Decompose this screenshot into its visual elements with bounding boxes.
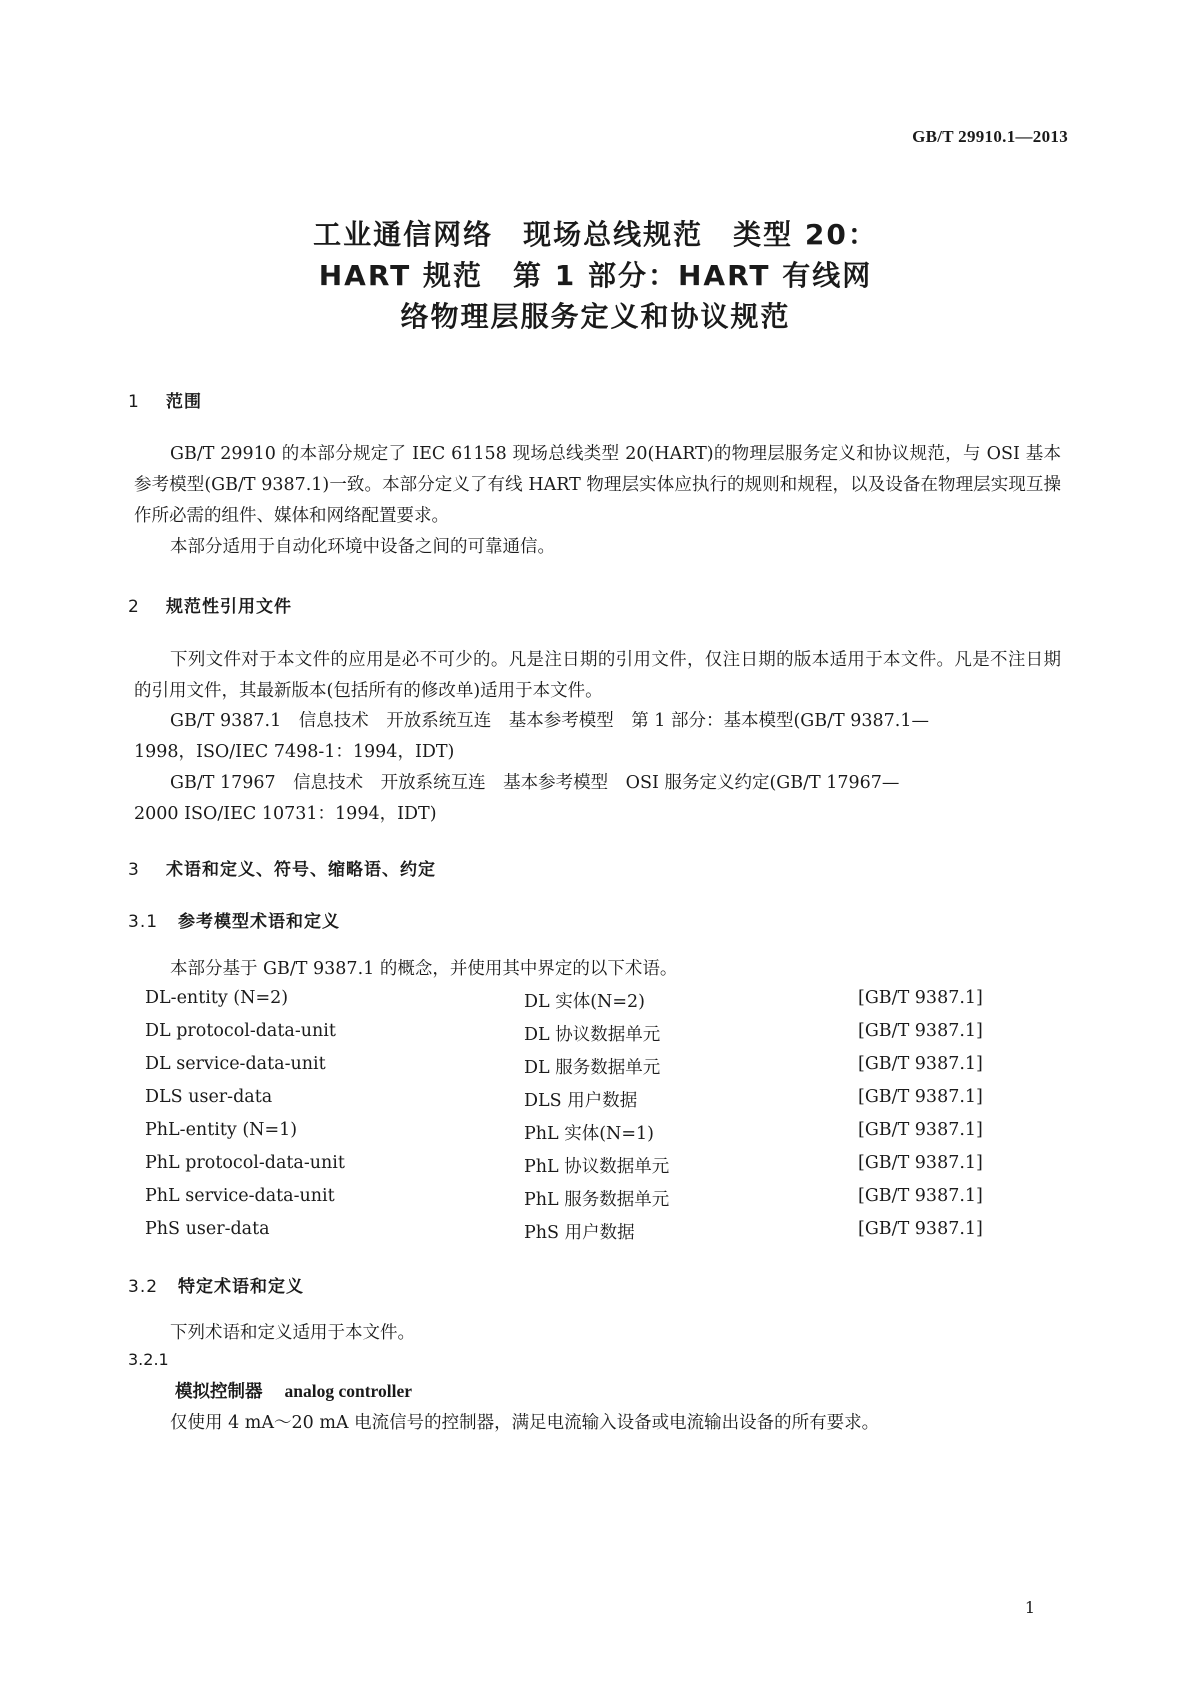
page-number: 1 <box>1024 1598 1035 1617</box>
section-title: 范围 <box>166 392 202 412</box>
term-chinese: DL 服务数据单元 <box>524 1058 661 1078</box>
section-3-1-heading <box>128 907 340 932</box>
term-reference: [GB/T 9387.1] <box>858 1120 983 1140</box>
term-reference: [GB/T 9387.1] <box>858 1153 983 1173</box>
term-chinese: DL 协议数据单元 <box>524 1025 661 1045</box>
term-title-chinese: 模拟控制器 <box>175 1382 263 1402</box>
term-chinese: PhL 实体(N=1) <box>524 1124 654 1144</box>
term-title <box>175 1378 412 1403</box>
section-title: 参考模型术语和定义 <box>178 912 340 932</box>
normative-reference-1-line-2: 1998，ISO/IEC 7498-1：1994，IDT) <box>134 742 455 762</box>
term-english: PhS user-data <box>145 1219 270 1239</box>
document-title-line-2: HART 规范 第 1 部分：HART 有线网 <box>318 259 873 292</box>
term-english: DLS user-data <box>145 1087 273 1107</box>
section-number: 2 <box>128 597 140 617</box>
term-english: PhL service-data-unit <box>145 1186 335 1206</box>
term-row <box>0 988 1191 1021</box>
section-3-heading <box>128 855 436 880</box>
normative-reference-2-line-1: GB/T 17967 信息技术 开放系统互连 基本参考模型 OSI 服务定义约定(GB/T 17967— <box>170 773 900 793</box>
normative-reference-1-line-1: GB/T 9387.1 信息技术 开放系统互连 基本参考模型 第 1 部分：基本模型(GB/T 9387.1— <box>170 711 929 731</box>
term-row <box>0 1021 1191 1054</box>
term-reference: [GB/T 9387.1] <box>858 1087 983 1107</box>
section-number: 1 <box>128 392 140 412</box>
term-chinese: DLS 用户数据 <box>524 1091 638 1111</box>
section-title: 特定术语和定义 <box>178 1277 304 1297</box>
section-number: 3.2 <box>128 1277 159 1297</box>
term-reference: [GB/T 9387.1] <box>858 1219 983 1239</box>
term-english: DL service-data-unit <box>145 1054 326 1074</box>
section-2-paragraph-1: 下列文件对于本文件的应用是必不可少的。凡是注日期的引用文件，仅注日期的版本适用于本文件。凡是不注日期的引用文件，其最新版本(包括所有的修改单)适用于本文件。 <box>134 650 1061 701</box>
term-row <box>0 1219 1191 1252</box>
section-title: 术语和定义、符号、缩略语、约定 <box>166 860 436 880</box>
term-row <box>0 1087 1191 1120</box>
standard-code: GB/T 29910.1—2013 <box>912 127 1068 146</box>
term-title-english: analog controller <box>284 1381 413 1401</box>
term-reference: [GB/T 9387.1] <box>858 1054 983 1074</box>
section-number: 3.1 <box>128 912 159 932</box>
section-3-2-intro: 下列术语和定义适用于本文件。 <box>170 1323 415 1343</box>
term-chinese: PhL 服务数据单元 <box>524 1190 670 1210</box>
section-3-2-heading <box>128 1272 304 1297</box>
term-definition: 仅使用 4 mA～20 mA 电流信号的控制器，满足电流输入设备或电流输出设备的所有要求。 <box>170 1413 880 1433</box>
term-chinese: PhS 用户数据 <box>524 1223 635 1243</box>
term-row <box>0 1120 1191 1153</box>
section-1-paragraph-2: 本部分适用于自动化环境中设备之间的可靠通信。 <box>170 537 555 557</box>
section-1-heading <box>128 387 202 412</box>
term-row <box>0 1054 1191 1087</box>
section-title: 规范性引用文件 <box>166 597 292 617</box>
term-chinese: PhL 协议数据单元 <box>524 1157 670 1177</box>
term-number: 3.2.1 <box>128 1350 169 1369</box>
term-chinese: DL 实体(N=2) <box>524 992 645 1012</box>
document-title-line-3: 络物理层服务定义和协议规范 <box>400 300 791 333</box>
term-row <box>0 1186 1191 1219</box>
term-english: DL-entity (N=2) <box>145 988 289 1008</box>
section-1-paragraph-1: GB/T 29910 的本部分规定了 IEC 61158 现场总线类型 20(HART)的物理层服务定义和协议规范，与 OSI 基本参考模型(GB/T 9387.1)一致。本部分定义了有线 HART 物理层实体应执行的规则和规程，以及设备在物理层实现互操作所必需的组件、媒体和网络配置要求。 <box>134 444 1061 526</box>
section-2-heading <box>128 592 292 617</box>
term-english: PhL protocol-data-unit <box>145 1153 345 1173</box>
term-reference: [GB/T 9387.1] <box>858 1021 983 1041</box>
term-row <box>0 1153 1191 1186</box>
normative-reference-2-line-2: 2000 ISO/IEC 10731：1994，IDT) <box>134 804 437 824</box>
section-3-1-intro: 本部分基于 GB/T 9387.1 的概念，并使用其中界定的以下术语。 <box>170 959 678 979</box>
document-title-line-1: 工业通信网络 现场总线规范 类型 20： <box>313 218 878 251</box>
term-english: DL protocol-data-unit <box>145 1021 336 1041</box>
term-reference: [GB/T 9387.1] <box>858 1186 983 1206</box>
term-reference: [GB/T 9387.1] <box>858 988 983 1008</box>
section-number: 3 <box>128 860 140 880</box>
term-english: PhL-entity (N=1) <box>145 1120 298 1140</box>
